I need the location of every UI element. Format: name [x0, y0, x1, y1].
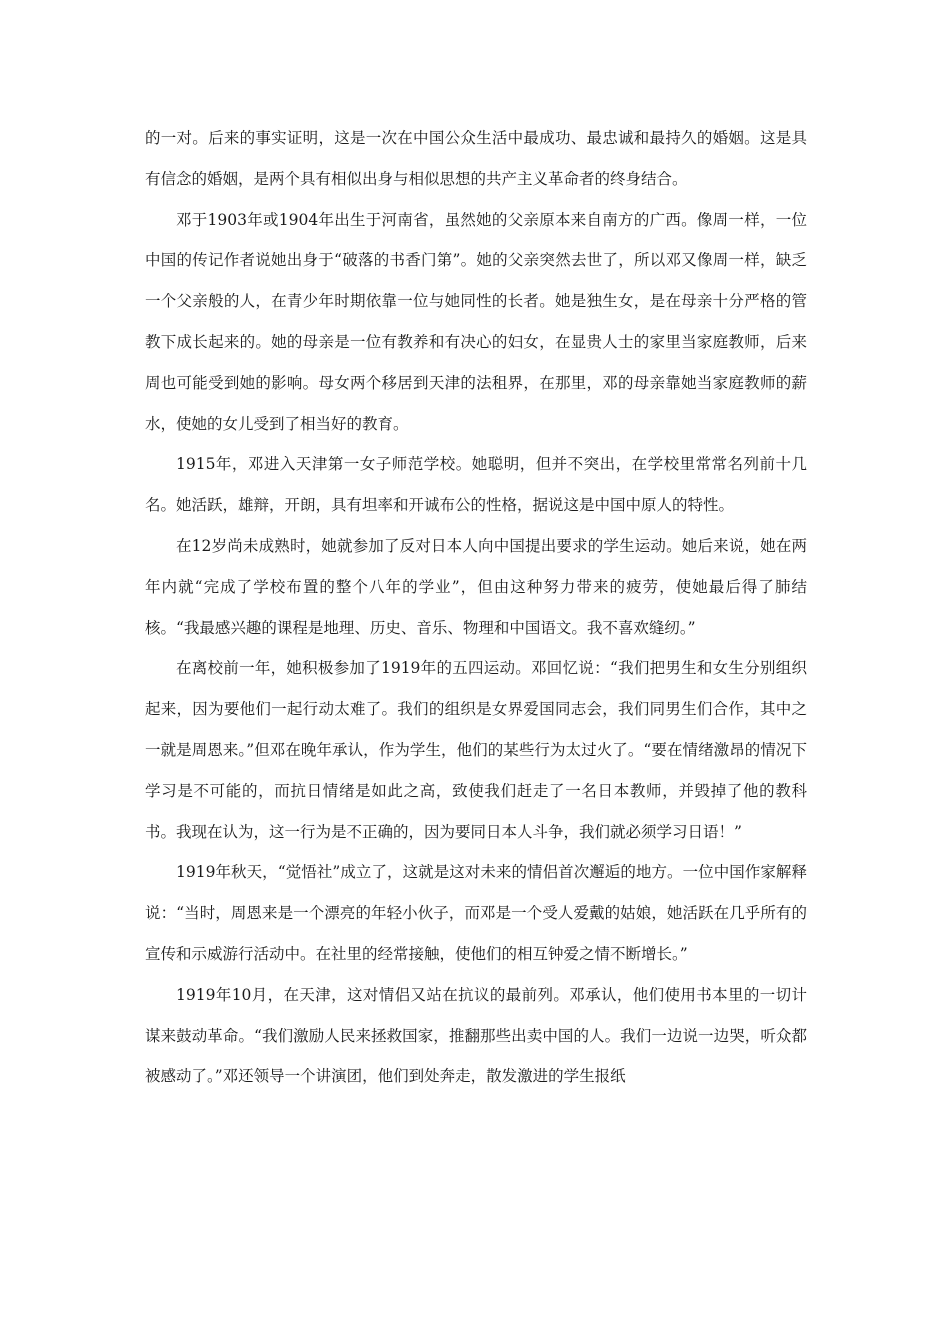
paragraph-1: 的一对。后来的事实证明，这是一次在中国公众生活中最成功、最忠诚和最持久的婚姻。这是具有信念的婚姻，是两个具有相似出身与相似思想的共产主义革命者的终身结合。: [145, 129, 807, 188]
paragraph-2: 邓于1903年或1904年出生于河南省，虽然她的父亲原本来自南方的广西。像周一样，一位中国的传记作者说她出身于“破落的书香门第”。她的父亲突然去世了，所以邓又像周一样，缺乏一个父亲般的人，在青少年时期依靠一位与她同性的长者。她是独生女，是在母亲十分严格的管教下成长起来的。她的母亲是一位有教养和有决心的妇女，在显贵人士的家里当家庭教师，后来周也可能受到她的影响。母女两个移居到天津的法租界，在那里，邓的母亲靠她当家庭教师的薪水，使她的女儿受到了相当好的教育。: [145, 210, 807, 433]
paragraph-7: 1919年10月，在天津，这对情侣又站在抗议的最前列。邓承认，他们使用书本里的一切计谋来鼓动革命。“我们激励人民来拯救国家，推翻那些出卖中国的人。我们一边说一边哭，听众都被感动了。”邓还领导一个讲演团，他们到处奔走，散发激进的学生报纸: [145, 985, 807, 1086]
paragraph-5: 在离校前一年，她积极参加了1919年的五四运动。邓回忆说：“我们把男生和女生分别组织起来，因为要他们一起行动太难了。我们的组织是女界爱国同志会，我们同男生们合作，其中之一就是周恩来。”但邓在晚年承认，作为学生，他们的某些行为太过火了。“要在情绪激昂的情况下学习是不可能的，而抗日情绪是如此之高，致使我们赶走了一名日本教师，并毁掉了他的教科书。我现在认为，这一行为是不正确的，因为要同日本人斗争，我们就必须学习日语！”: [145, 659, 807, 841]
document-body: [145, 118, 807, 1097]
paragraph-4: 在12岁尚未成熟时，她就参加了反对日本人向中国提出要求的学生运动。她后来说，她在两年内就“完成了学校布置的整个八年的学业”，但由这种努力带来的疲劳，使她最后得了肺结核。“我最感兴趣的课程是地理、历史、音乐、物理和中国语文。我不喜欢缝纫。”: [145, 536, 807, 637]
paragraph-3: 1915年，邓进入天津第一女子师范学校。她聪明，但并不突出，在学校里常常名列前十几名。她活跃，雄辩，开朗，具有坦率和开诚布公的性格，据说这是中国中原人的特性。: [145, 455, 807, 515]
paragraph-6: 1919年秋天，“觉悟社”成立了，这就是这对未来的情侣首次邂逅的地方。一位中国作家解释说：“当时，周恩来是一个漂亮的年轻小伙子，而邓是一个受人爱戴的姑娘，她活跃在几乎所有的宣传和示威游行活动中。在社里的经常接触，使他们的相互钟爱之情不断增长。”: [145, 863, 807, 963]
